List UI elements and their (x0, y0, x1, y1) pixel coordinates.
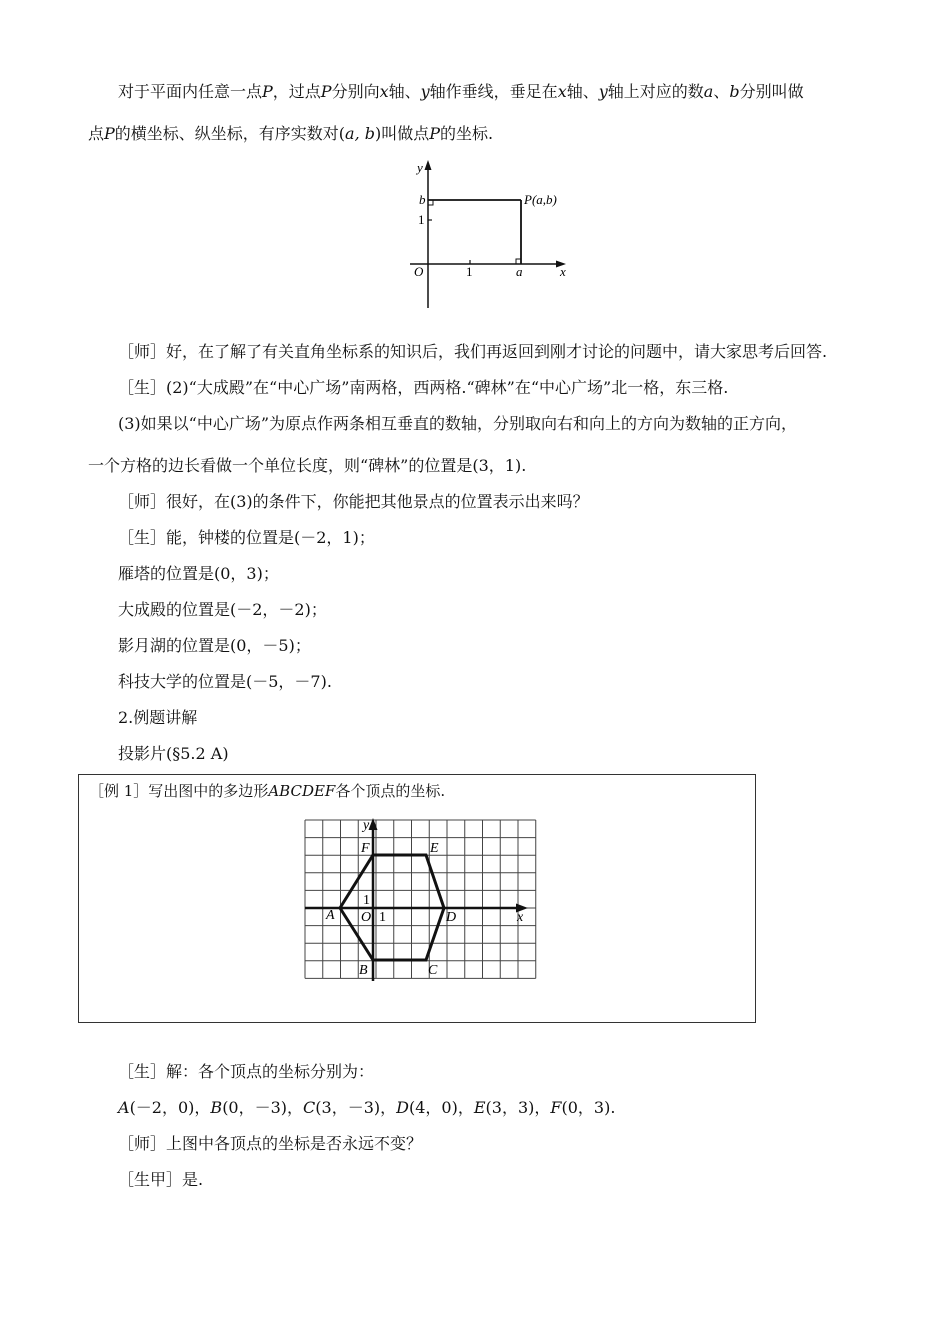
y-tick-label: 1 (363, 893, 370, 908)
dialogue-line: ［生］能，钟楼的位置是(－2，1)； (118, 528, 375, 547)
vertex-d-label: D (446, 910, 457, 925)
dialogue-line: ［生甲］是. (118, 1170, 204, 1189)
dialogue-line: 科技大学的位置是(－5，－7). (118, 672, 332, 691)
b-label: b (419, 192, 426, 207)
x-tick-label: 1 (466, 264, 473, 279)
section-heading: 2.例题讲解 (118, 708, 198, 727)
dialogue-line: 影月湖的位置是(0，－5)； (118, 636, 311, 655)
y-axis-label: y (417, 160, 423, 175)
paragraph-line-2: 点P的横坐标、纵坐标，有序实数对(a, b)叫做点P的坐标. (88, 124, 494, 143)
dialogue-line: 一个方格的边长看做一个单位长度，则“碑林”的位置是(3，1). (88, 456, 527, 475)
x-axis-label: x (517, 910, 524, 925)
vertex-f-label: F (361, 841, 370, 856)
origin-label: O (414, 264, 424, 279)
answer-coordinates: A(－2，0)，B(0，－3)，C(3，－3)，D(4，0)，E(3，3)，F(0，3). (118, 1098, 616, 1117)
dialogue-line: ［生］(2)“大成殿”在“中心广场”南两格，西两格.“碑林”在“中心广场”北一格，东三格. (118, 378, 729, 397)
vertex-e-label: E (430, 841, 439, 856)
example-title: ［例 1］写出图中的多边形ABCDEF各个顶点的坐标. (89, 782, 446, 800)
dialogue-line: ［师］上图中各顶点的坐标是否永远不变？ (118, 1134, 423, 1153)
answer-intro: ［生］解：各个顶点的坐标分别为： (118, 1062, 375, 1081)
vertex-b-label: B (359, 963, 368, 978)
dialogue-line: 大成殿的位置是(－2，－2)； (118, 600, 327, 619)
paragraph-line-1: 对于平面内任意一点P，过点P分别向x轴、y轴作垂线，垂足在x轴、y轴上对应的数a、b分别叫做 (118, 82, 804, 101)
slide-reference: 投影片(§5.2 A) (118, 744, 229, 763)
origin-label: O (361, 910, 372, 925)
dialogue-line: ［师］很好，在(3)的条件下，你能把其他景点的位置表示出来吗？ (118, 492, 589, 511)
x-tick-label: 1 (379, 910, 386, 925)
point-p-label: P(a,b) (524, 192, 557, 207)
dialogue-line: (3)如果以“中心广场”为原点作两条相互垂直的数轴，分别取向右和向上的方向为数轴的正方向， (118, 414, 798, 433)
polygon-grid-figure (300, 815, 540, 985)
dialogue-line: 雁塔的位置是(0，3)； (118, 564, 279, 583)
x-axis-label: x (560, 264, 566, 279)
a-label: a (516, 264, 523, 279)
y-axis-label: y (363, 818, 370, 833)
vertex-c-label: C (428, 963, 438, 978)
y-tick-label: 1 (418, 212, 425, 227)
vertex-a-label: A (326, 908, 335, 923)
dialogue-line: ［师］好，在了解了有关直角坐标系的知识后，我们再返回到刚才讨论的问题中，请大家思考后回答. (118, 342, 828, 361)
coordinate-figure-p (400, 158, 590, 308)
